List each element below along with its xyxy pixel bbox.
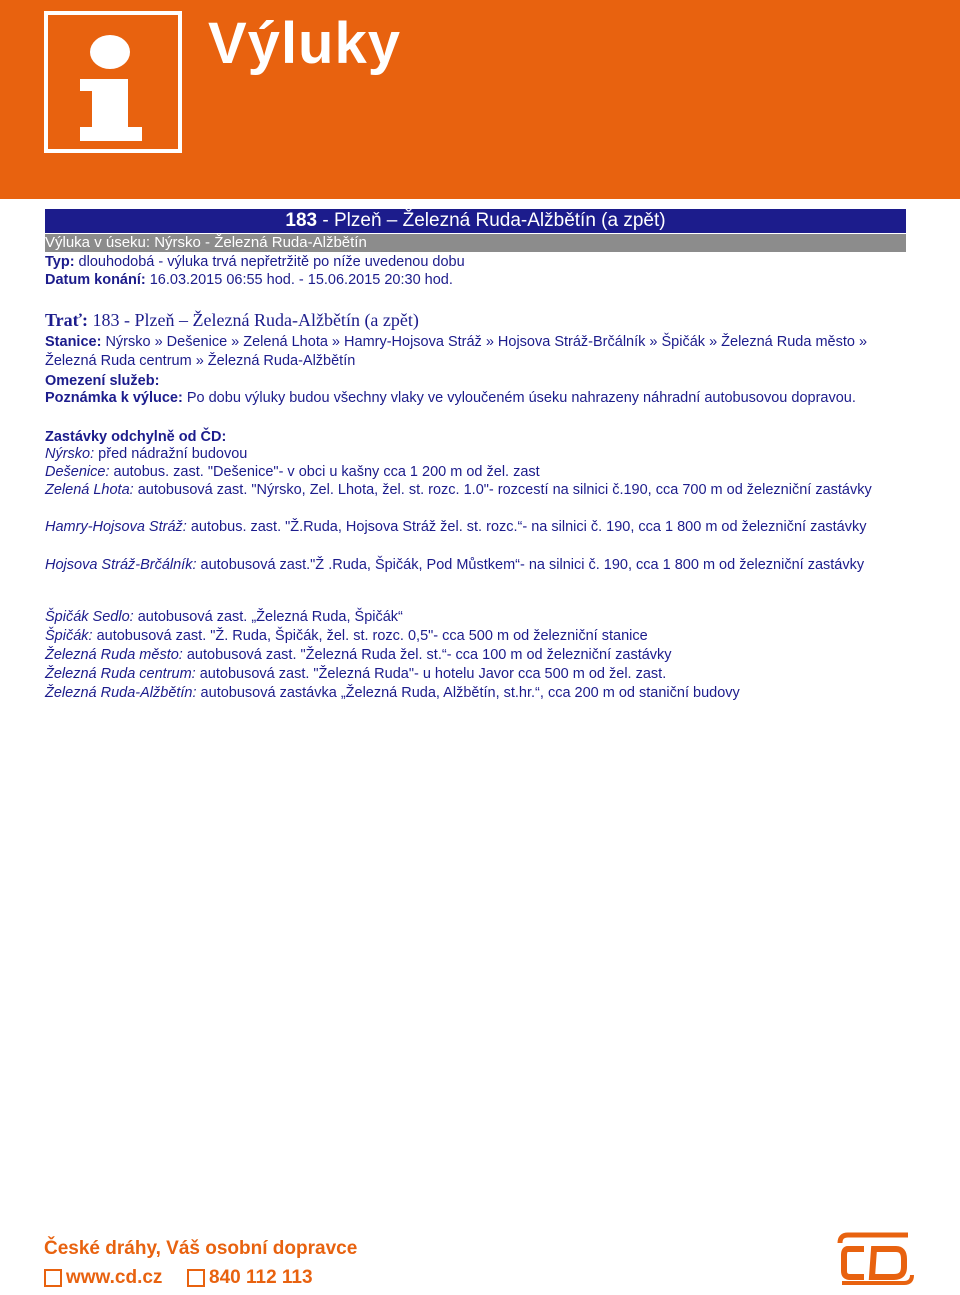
- zastavka-text: autobus. zast. "Ž.Ruda, Hojsova Stráž žel. st. rozc.“- na silnici č. 190, cca 1 800 m od železniční zastávky: [186, 519, 867, 535]
- brand-title: Výluky: [208, 11, 401, 76]
- zastavka-name: Špičák:: [45, 628, 93, 644]
- zastavka-text: autobus. zast. "Dešenice"- v obci u kašny cca 1 200 m od žel. zast: [109, 464, 540, 480]
- zastavka-name: Zelená Lhota:: [45, 482, 134, 498]
- phone-icon: [187, 1269, 205, 1287]
- zastavka-text: autobusová zastávka „Železná Ruda, Alžbětín, st.hr.“, cca 200 m od staniční budovy: [196, 685, 740, 701]
- footer-phone: 840 112 113: [209, 1267, 313, 1288]
- stanice-paragraph: [45, 333, 915, 371]
- zastavka-item: [45, 463, 915, 482]
- footer-slogan: České dráhy, Váš osobní dopravce: [44, 1238, 358, 1259]
- route-number: 183: [285, 210, 318, 231]
- zastavka-name: Hamry-Hojsova Stráž:: [45, 519, 187, 535]
- omezeni-heading: Omezení služeb:: [45, 373, 160, 389]
- zastavka-text: autobusová zast. "Železná Ruda žel. st.“- cca 100 m od železniční zastávky: [182, 647, 672, 663]
- typ-value: dlouhodobá - výluka trvá nepřetržitě po níže uvedenou dobu: [74, 254, 465, 270]
- poznamka-value: Po dobu výluky budou všechny vlaky ve vyloučeném úseku nahrazeny náhradní autobusovou dopravou.: [182, 390, 856, 406]
- zastavka-name: Železná Ruda-Alžbětín:: [45, 685, 197, 701]
- datum-line: [45, 271, 453, 289]
- section-label: Výluka v úseku: Nýrsko - Železná Ruda-Alžbětín: [45, 234, 906, 252]
- zastavka-name: Hojsova Stráž-Brčálník:: [45, 557, 197, 573]
- zastavka-name: Nýrsko:: [45, 446, 95, 462]
- trat-line: [45, 309, 419, 331]
- zastavka-item: [45, 481, 905, 500]
- typ-label: Typ:: [45, 254, 75, 270]
- datum-label: Datum konání:: [45, 272, 146, 288]
- zastavka-item: [45, 608, 915, 627]
- zastavka-text: autobusová zast. "Železná Ruda"- u hotelu Javor cca 500 m od žel. zast.: [195, 666, 667, 682]
- footer-web[interactable]: www.cd.cz: [66, 1267, 163, 1288]
- datum-value: 16.03.2015 06:55 hod. - 15.06.2015 20:30 hod.: [145, 272, 453, 288]
- footer-contacts: [44, 1265, 313, 1291]
- poznamka-paragraph: [45, 389, 915, 408]
- trat-value: 183 - Plzeň – Železná Ruda-Alžbětín (a zpět): [88, 310, 419, 330]
- zastavka-text: autobusová zast. "Nýrsko, Zel. Lhota, žel. st. rozc. 1.0"- rozcestí na silnici č.190, cca 700 m od železniční zastávky: [133, 482, 872, 498]
- zastavka-item: [45, 518, 905, 537]
- zastavka-text: autobusová zast. "Ž. Ruda, Špičák, žel. st. rozc. 0,5"- cca 500 m od železniční stanice: [92, 628, 648, 644]
- route-title: - Plzeň – Železná Ruda-Alžbětín (a zpět): [317, 210, 666, 231]
- typ-line: [45, 253, 465, 271]
- route-title-bar: [45, 209, 906, 233]
- zastavka-item: [45, 684, 915, 703]
- zastavka-item: [45, 627, 915, 646]
- cd-logo-icon: [834, 1229, 916, 1287]
- zastavka-item: [45, 665, 915, 684]
- zastavka-item: [45, 445, 915, 464]
- zastavka-name: Špičák Sedlo:: [45, 609, 134, 625]
- zastavka-name: Železná Ruda město:: [45, 647, 183, 663]
- trat-label: Trať:: [45, 310, 89, 330]
- zastavka-text: autobusová zast."Ž .Ruda, Špičák, Pod Můstkem“- na silnici č. 190, cca 1 800 m od železniční zastávky: [196, 557, 865, 573]
- zastavka-name: Dešenice:: [45, 464, 110, 480]
- info-icon: [44, 11, 182, 153]
- zastavka-item: [45, 646, 915, 665]
- header-band: [0, 0, 960, 199]
- poznamka-label: Poznámka k výluce:: [45, 390, 183, 406]
- stanice-value: Nýrsko » Dešenice » Zelená Lhota » Hamry-Hojsova Stráž » Hojsova Stráž-Brčálník » Špičák » Železná Ruda město » Železná Ruda centrum » Železná Ruda-Alžbětín: [45, 334, 868, 369]
- stanice-label: Stanice:: [45, 334, 102, 350]
- zastavka-name: Železná Ruda centrum:: [45, 666, 196, 682]
- zastavka-text: autobusová zast. „Železná Ruda, Špičák“: [133, 609, 403, 625]
- zastavky-heading: Zastávky odchylně od ČD:: [45, 429, 227, 445]
- web-icon: [44, 1269, 62, 1287]
- zastavka-item: [45, 556, 905, 575]
- zastavka-text: před nádražní budovou: [94, 446, 248, 462]
